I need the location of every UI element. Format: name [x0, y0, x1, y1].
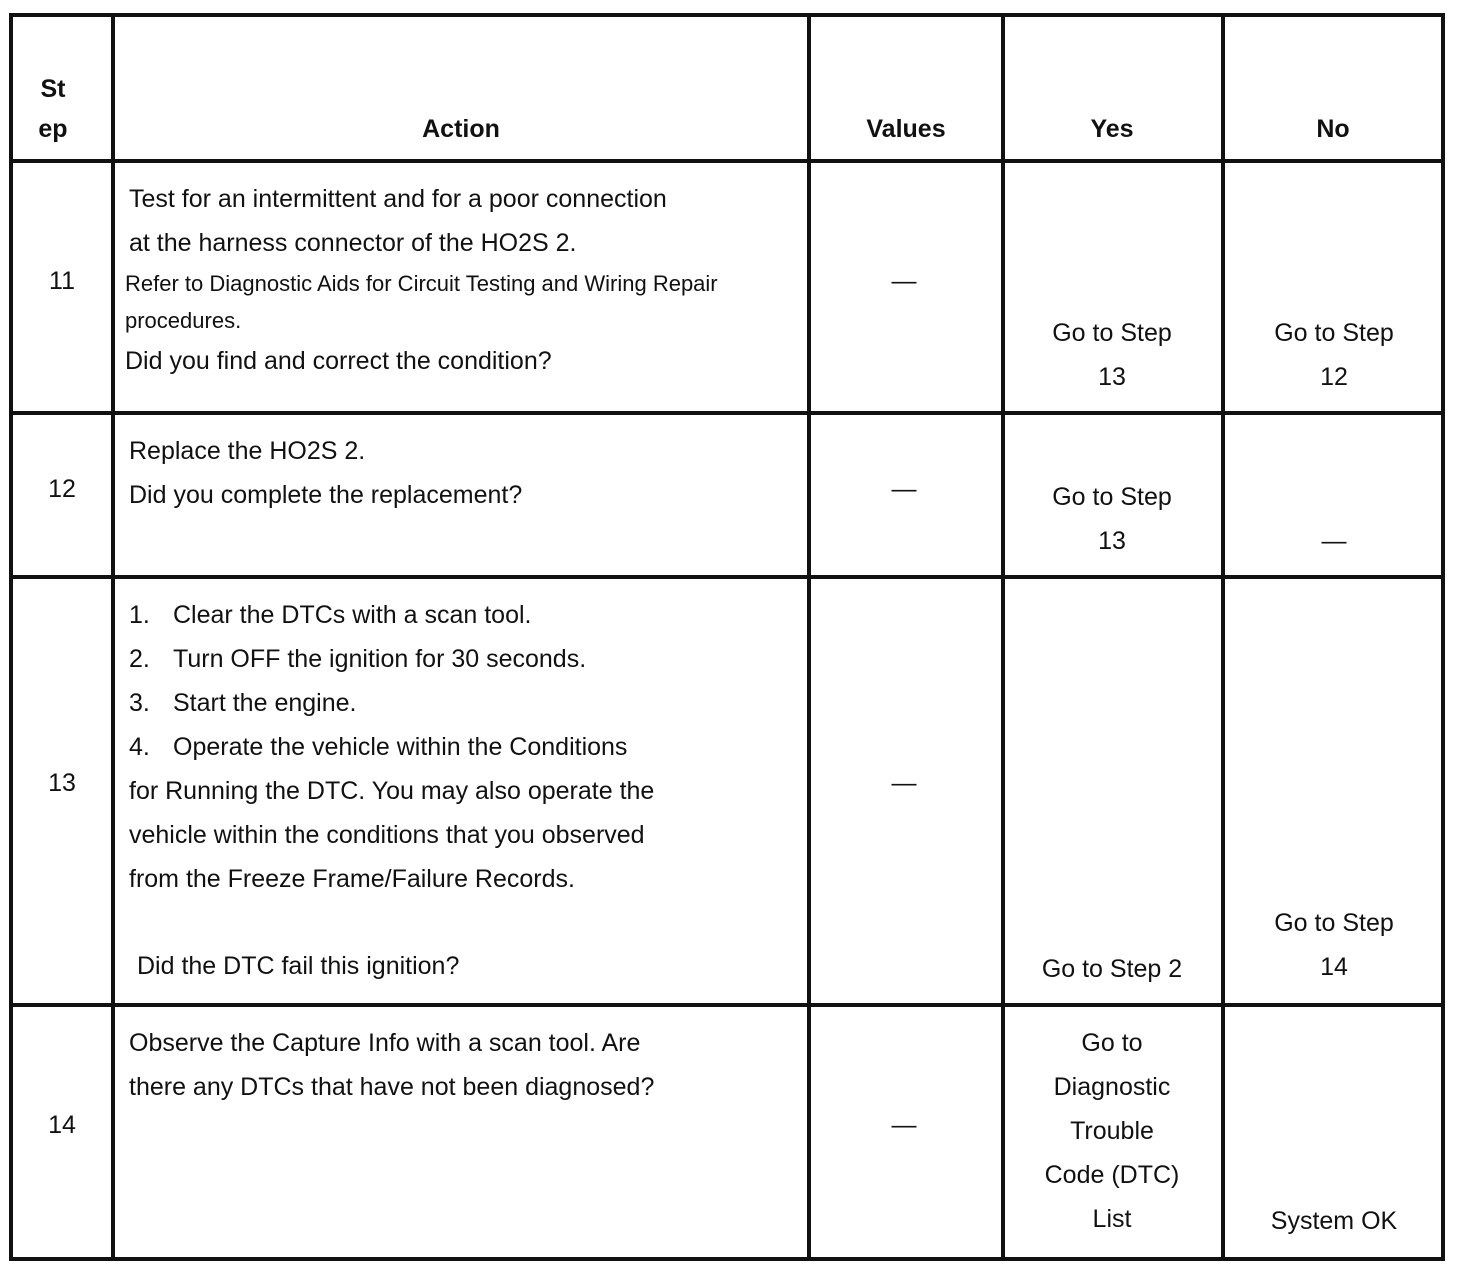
no-cell: [1225, 311, 1443, 399]
row-divider: [9, 575, 1445, 579]
action-line: Replace the HO2S 2.: [129, 437, 366, 465]
row-divider: [9, 1003, 1445, 1007]
values-cell: —: [891, 475, 917, 503]
action-list-item: 4. Operate the vehicle within the Conditions: [129, 733, 628, 761]
yes-line: Code (DTC): [1044, 1161, 1180, 1189]
column-divider: [1221, 13, 1225, 1261]
action-line: there any DTCs that have not been diagnosed?: [129, 1073, 655, 1101]
action-line: for Running the DTC. You may also operate the: [129, 777, 655, 805]
yes-cell: [1005, 1021, 1219, 1241]
values-cell: —: [891, 1111, 917, 1139]
no-cell: [1225, 1199, 1443, 1243]
step-number: 14: [48, 1111, 76, 1139]
yes-cell: [1005, 947, 1219, 991]
header-no: No: [1316, 115, 1350, 143]
row-divider: [9, 411, 1445, 415]
action-line: vehicle within the conditions that you observed: [129, 821, 645, 849]
no-line: Go to Step: [1274, 319, 1394, 347]
no-cell: [1225, 519, 1443, 563]
action-line: Did you complete the replacement?: [129, 481, 523, 509]
step-number: 12: [48, 475, 76, 503]
table-border-bottom: [9, 1257, 1445, 1261]
action-line: from the Freeze Frame/Failure Records.: [129, 865, 575, 893]
yes-line: Go to Step 2: [1041, 955, 1183, 983]
step-number: 11: [49, 267, 75, 295]
yes-line: Trouble: [1070, 1117, 1154, 1145]
table-border-top: [9, 13, 1445, 17]
header-divider: [9, 159, 1445, 163]
values-cell: —: [891, 267, 917, 295]
no-line: Go to Step: [1274, 909, 1394, 937]
action-list-item: 3. Start the engine.: [129, 689, 357, 717]
action-list-item: 2. Turn OFF the ignition for 30 seconds.: [129, 645, 587, 673]
action-text: [125, 177, 799, 383]
no-line: System OK: [1270, 1207, 1398, 1235]
action-question: Did the DTC fail this ignition?: [137, 952, 460, 980]
action-text: [129, 429, 799, 517]
yes-line: List: [1092, 1205, 1132, 1233]
action-line: Test for an intermittent and for a poor connection: [129, 185, 667, 213]
header-values: Values: [866, 115, 946, 143]
diagnostic-table: [9, 13, 1445, 1261]
header-step: St ep: [38, 75, 68, 143]
yes-cell: [1005, 475, 1219, 563]
header-yes: Yes: [1090, 115, 1134, 143]
yes-line: 13: [1098, 363, 1126, 391]
yes-line: Go to: [1081, 1029, 1143, 1057]
no-line: 14: [1320, 953, 1348, 981]
action-note: procedures.: [125, 308, 242, 333]
action-text: [129, 1021, 799, 1109]
no-line: —: [1321, 527, 1347, 555]
action-line: Observe the Capture Info with a scan tool. Are: [129, 1029, 641, 1057]
action-question: Did you find and correct the condition?: [125, 347, 552, 375]
action-note: Refer to Diagnostic Aids for Circuit Testing and Wiring Repair: [125, 271, 718, 296]
table-border-right: [1441, 13, 1445, 1261]
column-divider: [111, 13, 115, 1261]
yes-line: Diagnostic: [1053, 1073, 1171, 1101]
no-cell: [1225, 901, 1443, 989]
table-border-left: [9, 13, 13, 1261]
step-number: 13: [48, 769, 76, 797]
action-line: at the harness connector of the HO2S 2.: [129, 229, 577, 257]
no-line: 12: [1320, 363, 1348, 391]
action-text: [129, 593, 799, 988]
yes-line: 13: [1098, 527, 1126, 555]
header-action: Action: [422, 115, 500, 143]
yes-line: Go to Step: [1052, 483, 1172, 511]
values-cell: —: [891, 769, 917, 797]
yes-cell: [1005, 311, 1219, 399]
column-divider: [807, 13, 811, 1261]
yes-line: Go to Step: [1052, 319, 1172, 347]
action-list-item: 1. Clear the DTCs with a scan tool.: [129, 601, 532, 629]
